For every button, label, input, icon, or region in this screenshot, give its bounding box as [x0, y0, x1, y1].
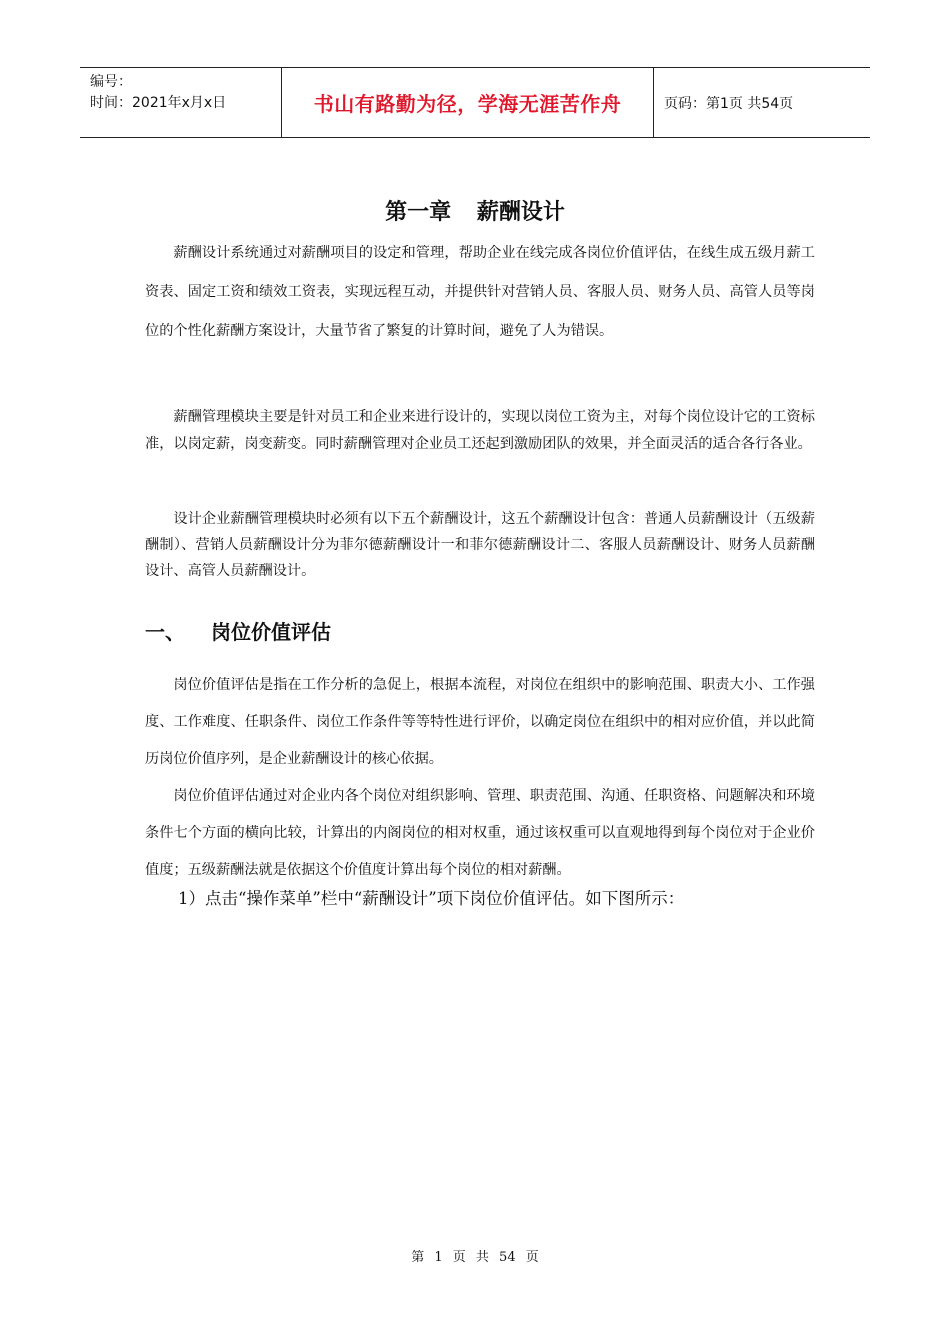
paragraph: 薪酬设计系统通过对薪酬项目的设定和管理，帮助企业在线完成各岗位价值评估，在线生成五级月薪工资表、固定工资和绩效工资表，实现远程互动，并提供针对营销人员、客服人员、财务人员、高管人员等岗位的个性化薪酬方案设计，大量节省了繁复的计算时间，避免了人为错误。: [145, 245, 815, 339]
header-page-cell: [654, 68, 870, 137]
chapter-title: 第一章 薪酬设计: [385, 200, 565, 225]
step-instruction: 1）点击“操作菜单”栏中“薪酬设计”项下岗位价值评估。如下图所示：: [178, 889, 685, 908]
paragraph: 设计企业薪酬管理模块时必须有以下五个薪酬设计，这五个薪酬设计包含：普通人员薪酬设计（五级薪酬制）、营销人员薪酬设计分为菲尔德薪酬设计一和菲尔德薪酬设计二、客服人员薪酬设计、财务人员薪酬设计、高管人员薪酬设计。: [145, 511, 815, 579]
paragraph: 岗位价值评估是指在工作分析的急促上，根据本流程，对岗位在组织中的影响范围、职责大小、工作强度、工作难度、任职条件、岗位工作条件等等特性进行评价，以确定岗位在组织中的相对应价值，并以此简历岗位价值序列，是企业薪酬设计的核心依据。: [145, 677, 815, 767]
number-label: 编号：: [90, 74, 132, 90]
section-number: 一、: [145, 620, 185, 644]
motto: 书山有路勤为径，学海无涯苦作舟: [313, 92, 622, 116]
paragraph: 岗位价值评估通过对企业内各个岗位对组织影响、管理、职责范围、沟通、任职资格、问题解决和环境条件七个方面的横向比较，计算出的内阁岗位的相对权重，通过该权重可以直观地得到每个岗位对于企业价值度；五级薪酬法就是依据这个价值度计算出每个岗位的相对薪酬。: [145, 788, 815, 878]
header-motto-cell: [281, 68, 654, 137]
page-footer: 第 1 页 共 54 页: [411, 1250, 539, 1265]
time-label: 时间：2021年x月x日: [90, 95, 227, 111]
section-heading: [145, 616, 331, 645]
page-info: 页码：第1页 共54页: [664, 95, 794, 112]
paragraph: 薪酬管理模块主要是针对员工和企业来进行设计的，实现以岗位工资为主，对每个岗位设计它的工资标准，以岗定薪，岗变薪变。同时薪酬管理对企业员工还起到激励团队的效果，并全面灵活的适合各行各业。: [145, 409, 815, 452]
header-meta: [80, 68, 281, 137]
page-header: [80, 67, 870, 138]
section-title: 岗位价值评估: [211, 620, 331, 644]
